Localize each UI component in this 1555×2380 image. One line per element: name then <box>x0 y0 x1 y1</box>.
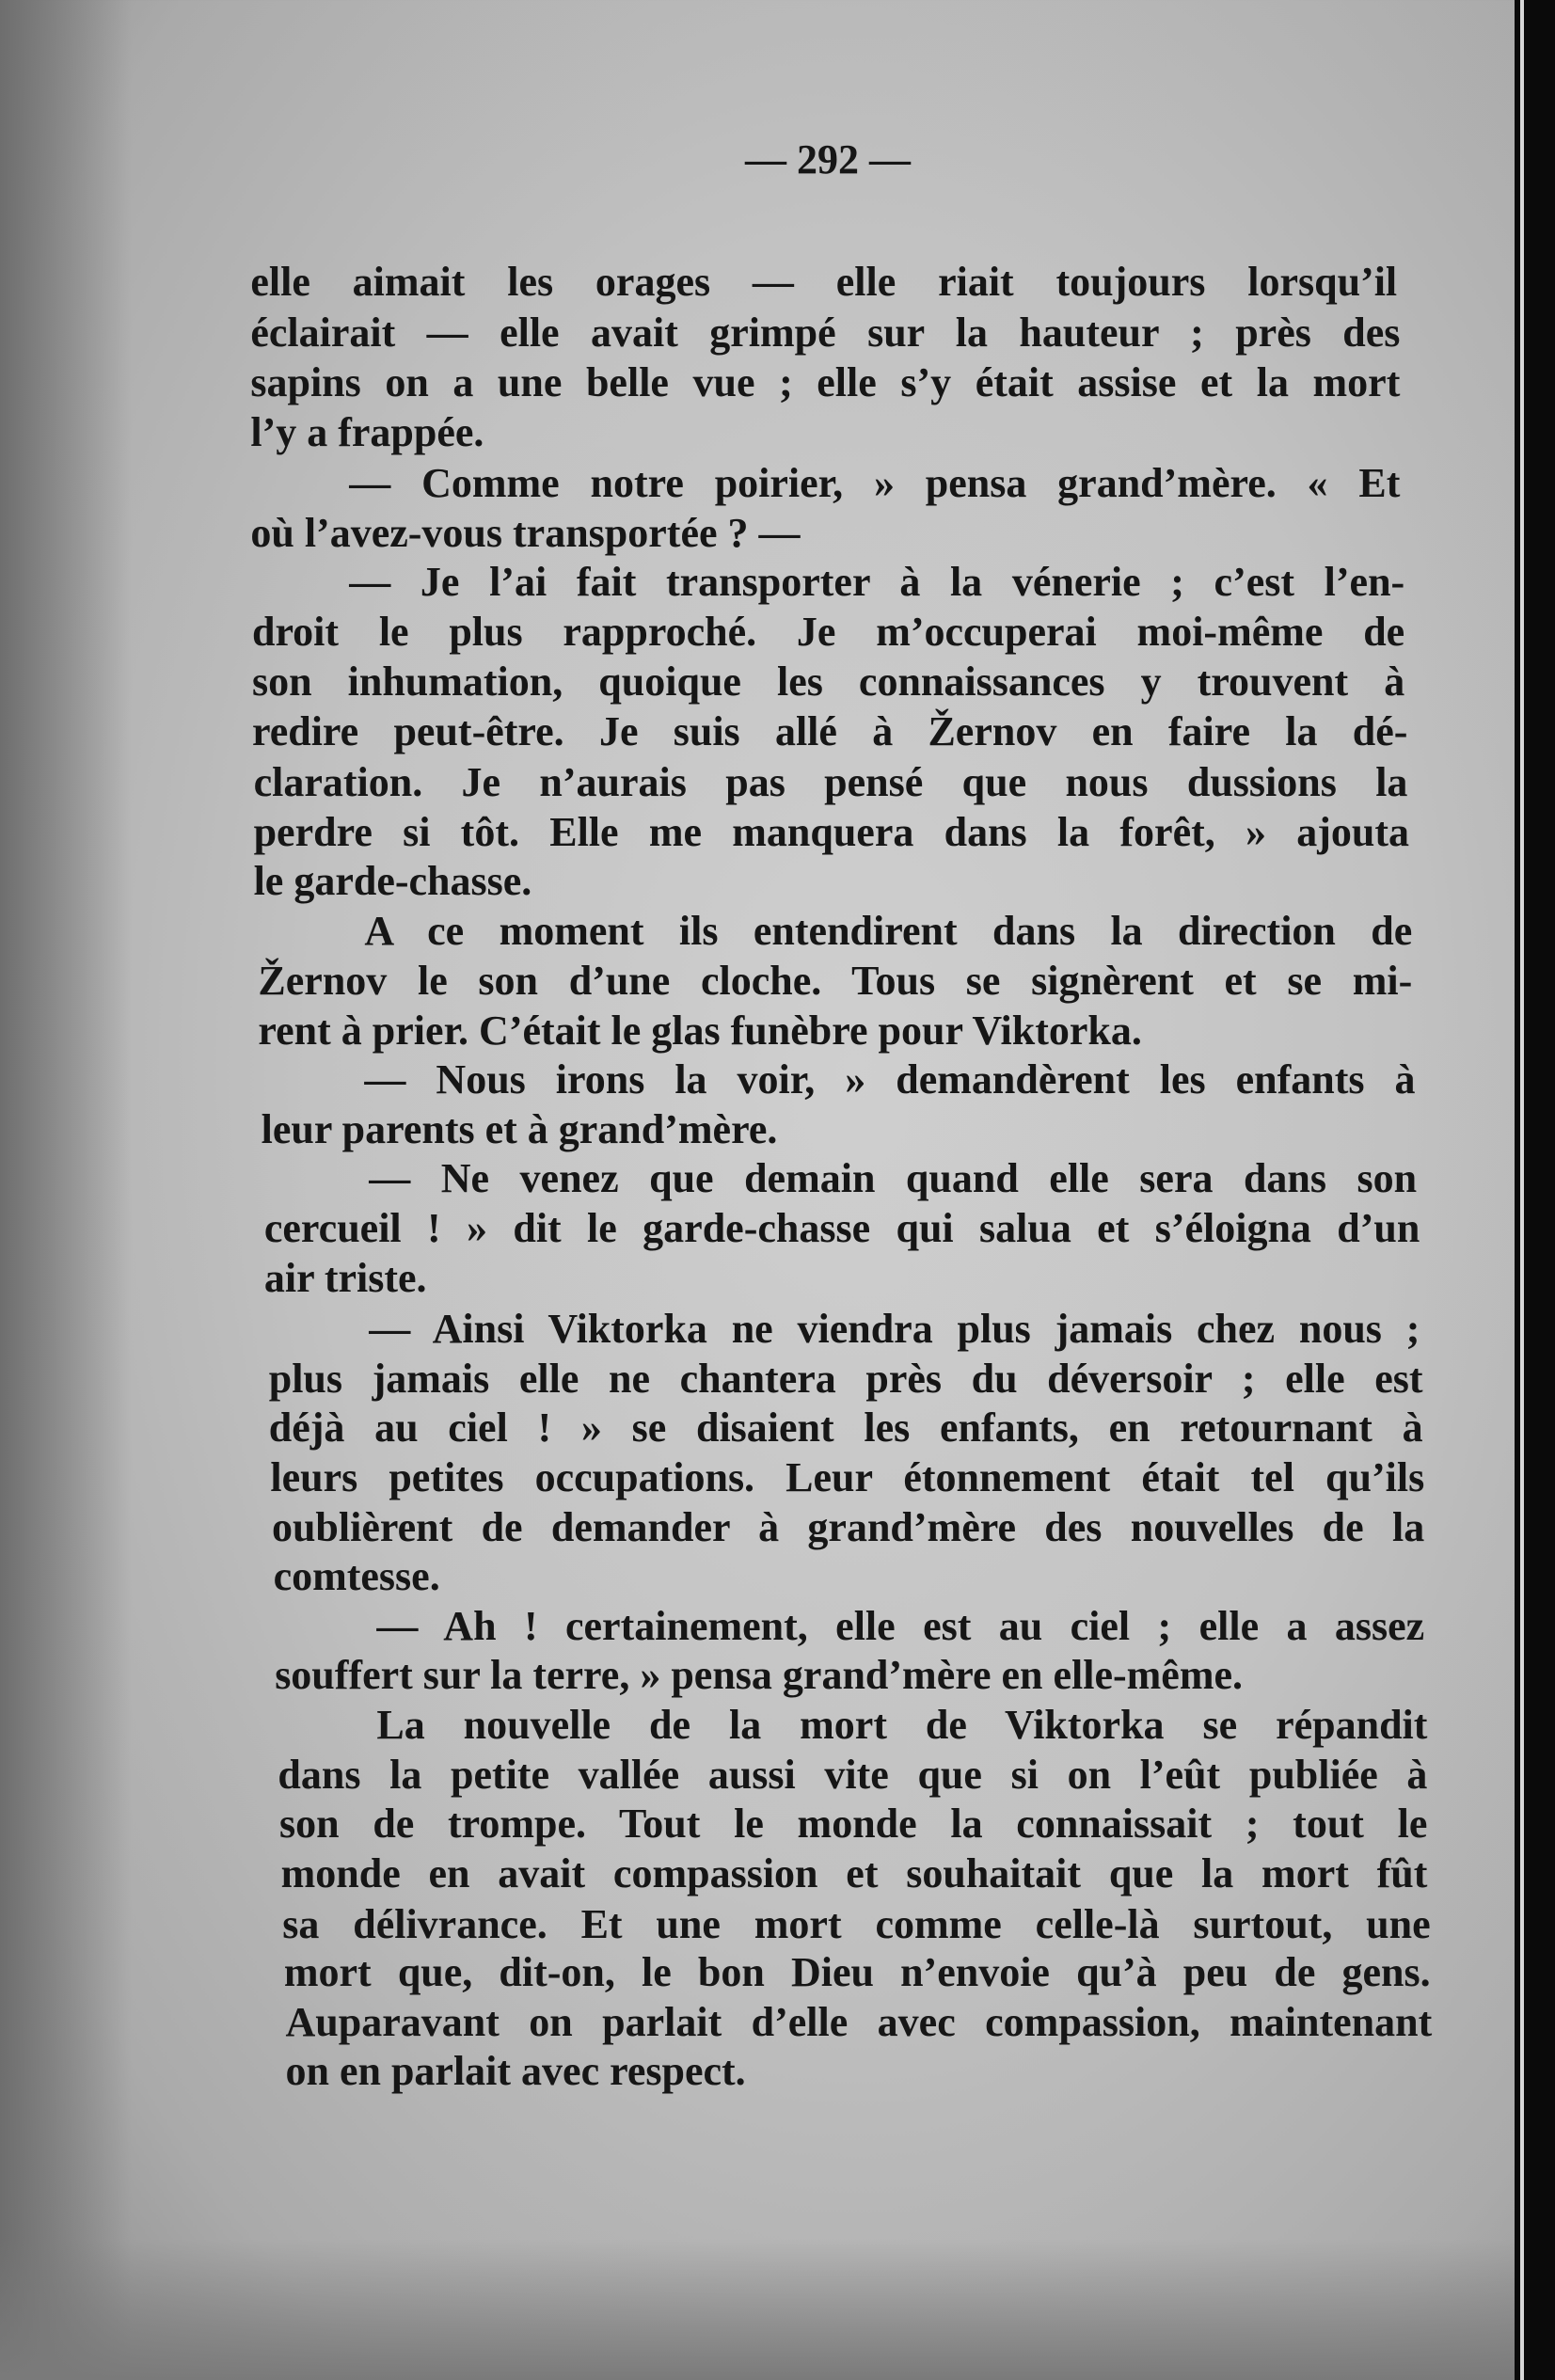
text-line: leurs petites occupations. Leur étonnement était tel qu’ils <box>270 1453 1425 1500</box>
text-line: Auparavant on parlait d’elle avec compassion, maintenant <box>285 1999 1433 2046</box>
text-line: — Ne venez que demain quand elle sera dans son <box>369 1154 1418 1201</box>
text-line: rent à prier. C’était le glas funèbre pour Viktorka. <box>258 1008 1142 1055</box>
text-line: elle aimait les orages — elle riait toujours lorsqu’il <box>250 259 1398 306</box>
text-line: sapins on a une belle vue ; elle s’y était assise et la mort <box>250 359 1401 406</box>
text-line: l’y a frappée. <box>250 409 484 456</box>
text-line: plus jamais elle ne chantera près du déversoir ; elle est <box>268 1356 1423 1402</box>
page-number: — 292 — <box>745 136 911 182</box>
text-line: cercueil ! » dit le garde-chasse qui salua et s’éloigna d’un <box>263 1205 1420 1252</box>
scan-shadow-bottom <box>0 2239 1515 2380</box>
text-line: monde en avait compassion et souhaitait que la mort fût <box>280 1850 1428 1897</box>
text-line: son de trompe. Tout le monde la connaissait ; tout le <box>279 1801 1428 1847</box>
text-line: perdre si tôt. Elle me manquera dans la forêt, » ajouta <box>253 808 1410 855</box>
text-line: sa délivrance. Et une mort comme celle-là surtout, une <box>282 1900 1431 1947</box>
text-line: comtesse. <box>273 1552 440 1599</box>
text-line: La nouvelle de la mort de Viktorka se répandit <box>376 1702 1428 1749</box>
text-line: air triste. <box>263 1255 427 1302</box>
text-line: souffert sur la terre, » pensa grand’mère en elle-même. <box>275 1651 1244 1698</box>
text-line: — Ah ! certainement, elle est au ciel ; elle a assez <box>376 1603 1425 1650</box>
text-line: éclairait — elle avait grimpé sur la hauteur ; près des <box>250 309 1401 356</box>
text-line: A ce moment ils entendirent dans la direction de <box>364 907 1413 954</box>
text-line: déjà au ciel ! » se disaient les enfants, en retournant à <box>268 1404 1423 1451</box>
text-line: on en parlait avec respect. <box>285 2048 746 2095</box>
text-line: — Nous irons la voir, » demandèrent les enfants à <box>364 1055 1416 1103</box>
text-line: mort que, dit-on, le bon Dieu n’envoie qu’à peu de gens. <box>283 1949 1431 1996</box>
text-line: — Ainsi Viktorka ne viendra plus jamais chez nous ; <box>369 1305 1420 1352</box>
scan-shadow-left <box>0 0 132 2380</box>
text-line: où l’avez-vous transportée ? — <box>250 509 801 556</box>
text-line: son inhumation, quoique les connaissances y trouvent à <box>251 658 1405 706</box>
text-line: le garde-chasse. <box>253 857 532 904</box>
page-edge-line <box>1520 0 1524 2380</box>
text-line: Žernov le son d’une cloche. Tous se signèrent et se mi- <box>258 958 1413 1005</box>
text-line: redire peut-être. Je suis allé à Žernov en faire la dé- <box>251 708 1408 755</box>
text-line: — Je l’ai fait transporter à la vénerie ; c’est l’en- <box>349 558 1405 605</box>
text-line: claration. Je n’aurais pas pensé que nous dussions la <box>253 758 1408 805</box>
text-line: droit le plus rapproché. Je m’occuperai moi-même de <box>251 608 1405 655</box>
text-line: oublièrent de demander à grand’mère des nouvelles de la <box>271 1504 1425 1551</box>
text-line: leur parents et à grand’mère. <box>261 1106 778 1153</box>
text-line: dans la petite vallée aussi vite que si on l’eût publiée à <box>278 1752 1428 1799</box>
text-line: — Comme notre poirier, » pensa grand’mère. « Et <box>349 459 1401 506</box>
